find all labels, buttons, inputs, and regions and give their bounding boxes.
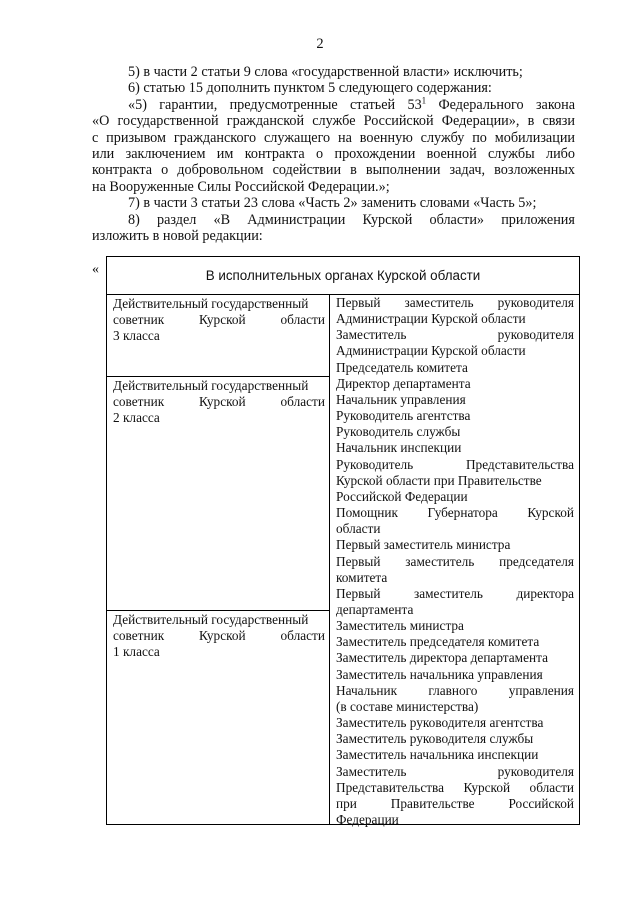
position-line: комитета xyxy=(336,569,388,585)
page-number: 2 xyxy=(316,36,324,52)
position-line: области xyxy=(336,521,381,537)
superscript-1: 1 xyxy=(421,95,427,106)
position-line: Заместитель директора департамента xyxy=(336,650,548,666)
row-divider-2 xyxy=(107,610,329,611)
position-line: Заместитель начальника управления xyxy=(336,666,543,682)
opening-quote-mark: « xyxy=(92,262,99,277)
position-line: Заместитель председателя комитета xyxy=(336,634,540,650)
quoted-line-3: с призывом гражданского служащего на военную службу по мобилизации xyxy=(92,129,575,146)
position-line: Администрации Курской области xyxy=(336,343,526,359)
rank-cell-3-class: Действительный государственный советник Курской области 3 класса xyxy=(113,296,325,343)
paragraph-6: 6) статью 15 дополнить пунктом 5 следующего содержания: xyxy=(128,80,492,97)
position-line: Директор департамента xyxy=(336,375,471,391)
position-line: департамента xyxy=(336,601,414,617)
position-line: Начальник главного управления xyxy=(336,682,574,698)
position-line: при Правительстве Российской xyxy=(336,795,574,811)
p8-line-2: изложить в новой редакции: xyxy=(92,228,263,245)
row-divider-1 xyxy=(107,376,329,377)
position-line: Заместитель руководителя xyxy=(336,763,574,779)
quoted-line-2: «О государственной гражданской службе Российской Федерации», в связи xyxy=(92,113,575,130)
position-line: Заместитель министра xyxy=(336,618,464,634)
quoted-line-4: или заключением им контракта о прохождении военной службы либо xyxy=(92,146,575,163)
position-line: Курской области при Правительстве xyxy=(336,472,542,488)
rank-cell-1-class: Действительный государственный советник Курской области 1 класса xyxy=(113,612,325,659)
p8-line-1: 8) раздел «В Администрации Курской области» приложения xyxy=(128,211,575,228)
quoted-line-6: на Вооруженные Силы Российской Федерации.»; xyxy=(92,178,390,195)
position-line: Заместитель руководителя xyxy=(336,327,574,343)
position-line: Руководитель Представительства xyxy=(336,456,574,472)
position-line: Заместитель руководителя агентства xyxy=(336,715,544,731)
quoted-line-5: контракта о добровольном содействии в выполнении задач, возложенных xyxy=(92,162,575,179)
column-divider xyxy=(329,294,330,824)
position-line: Российской Федерации xyxy=(336,488,468,504)
document-body xyxy=(92,64,575,244)
position-line: Администрации Курской области xyxy=(336,311,526,327)
paragraph-quoted-5 xyxy=(92,97,575,195)
position-line: Руководитель агентства xyxy=(336,408,471,424)
position-line: Первый заместитель руководителя xyxy=(336,295,574,310)
position-line: Начальник управления xyxy=(336,391,466,407)
position-line: Заместитель руководителя службы xyxy=(336,731,534,747)
position-line: Представительства Курской области xyxy=(336,779,574,795)
position-line: Помощник Губернатора Курской xyxy=(336,505,574,521)
position-line: Федерации xyxy=(336,812,399,827)
paragraph-7: 7) в части 3 статьи 23 слова «Часть 2» заменить словами «Часть 5»; xyxy=(128,195,537,212)
position-line: Начальник инспекции xyxy=(336,440,462,456)
position-line: (в составе министерства) xyxy=(336,698,479,714)
position-line: Председатель комитета xyxy=(336,359,468,375)
position-line: Первый заместитель директора xyxy=(336,585,574,601)
paragraph-5: 5) в части 2 статьи 9 слова «государственной власти» исключить; xyxy=(128,64,523,80)
position-line: Первый заместитель председателя xyxy=(336,553,574,569)
table-header: В исполнительных органах Курской области xyxy=(107,257,579,295)
rank-cell-2-class: Действительный государственный советник Курской области 2 класса xyxy=(113,378,325,425)
paragraph-8 xyxy=(92,212,575,245)
quoted-line-1: «5) гарантии, предусмотренные статьей $53^1$ Федерального закона xyxy=(128,95,575,113)
position-line: Первый заместитель министра xyxy=(336,537,511,553)
position-line: Заместитель начальника инспекции xyxy=(336,747,539,763)
positions-list xyxy=(336,295,574,828)
position-line: Руководитель службы xyxy=(336,424,461,440)
ranks-table xyxy=(106,256,580,825)
